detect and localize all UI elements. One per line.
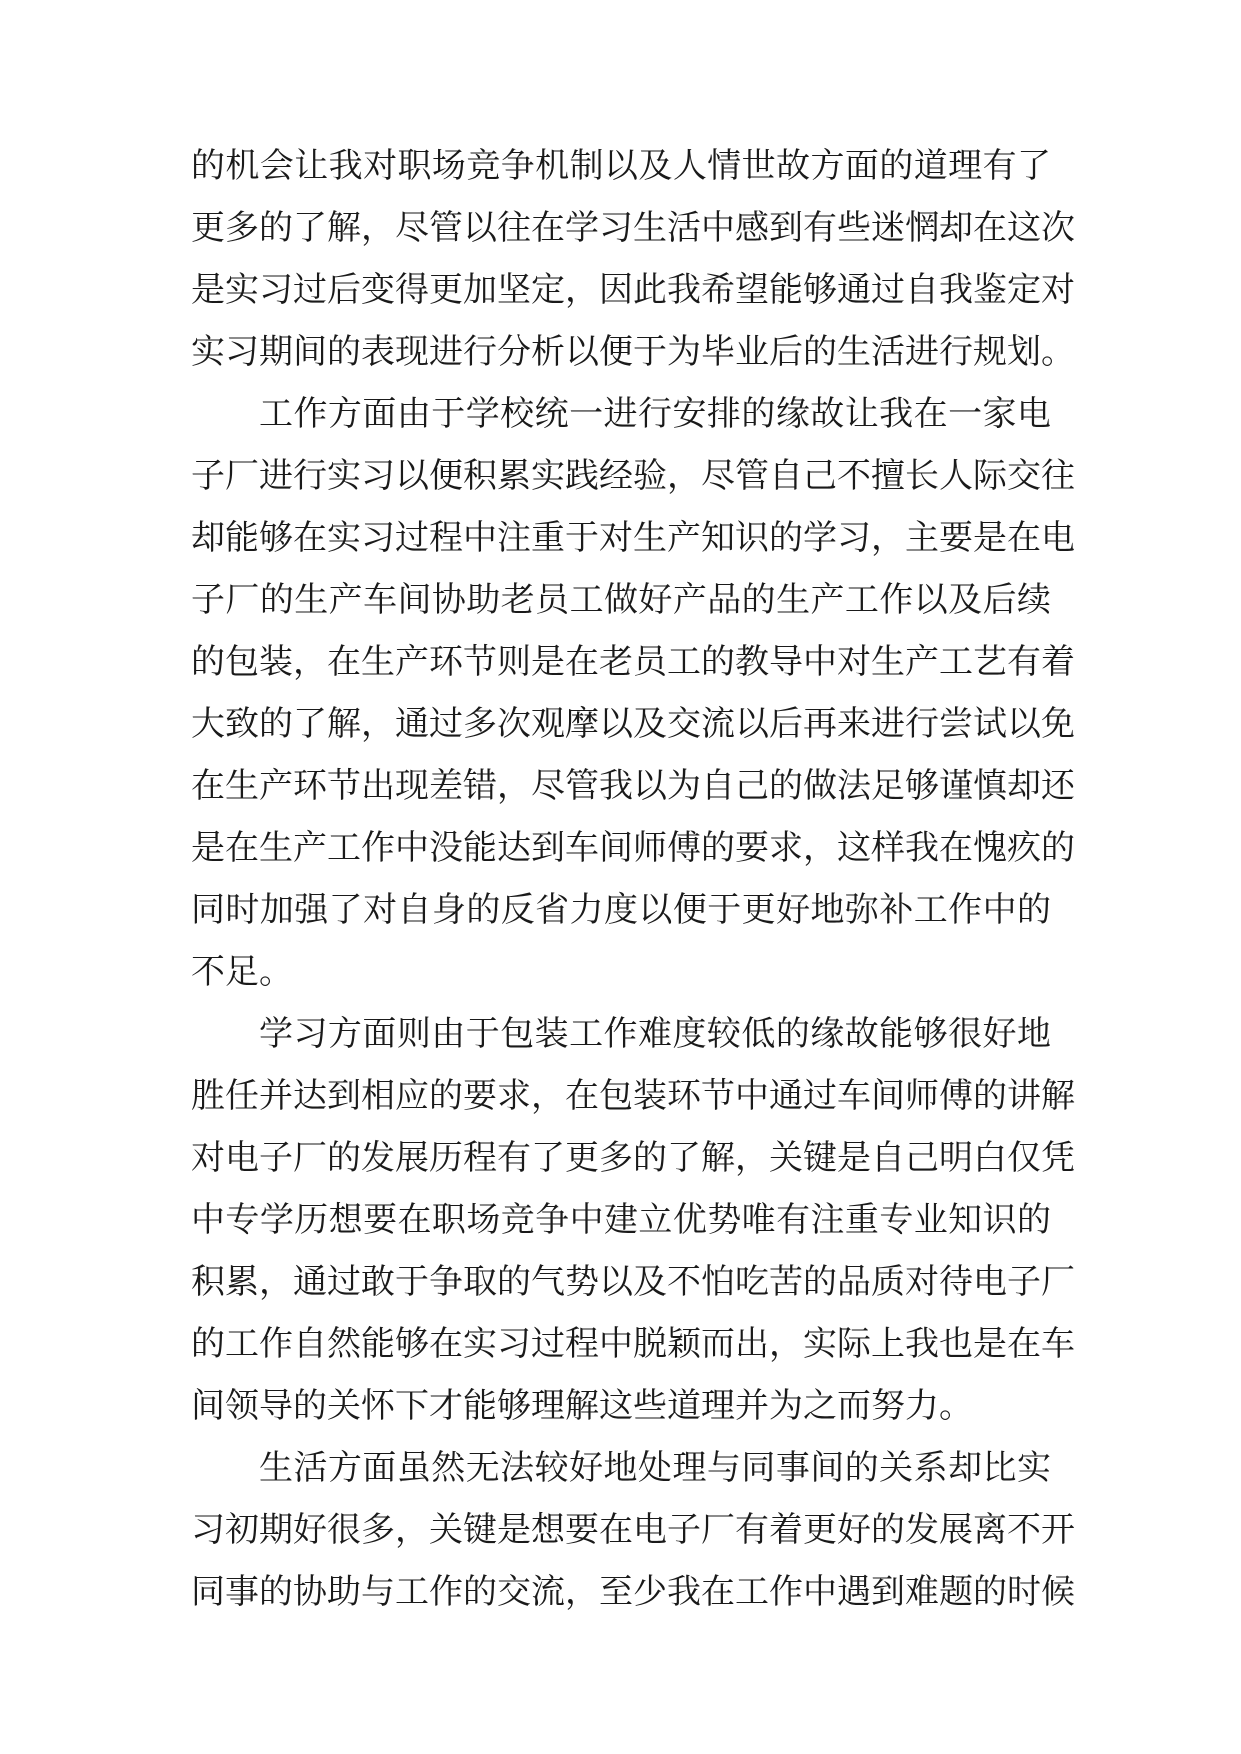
text-line: 不足。 <box>191 952 293 992</box>
text-line: 同事的协助与工作的交流，至少我在工作中遇到难题的时候 <box>191 1572 1075 1612</box>
paragraph <box>191 135 1075 383</box>
text-line: 更多的了解，尽管以往在学习生活中感到有些迷惘却在这次 <box>191 208 1075 248</box>
text-line: 实习期间的表现进行分析以便于为毕业后的生活进行规划。 <box>191 332 1075 372</box>
text-line: 对电子厂的发展历程有了更多的了解，关键是自己明白仅凭 <box>191 1138 1075 1178</box>
text-line: 是在生产工作中没能达到车间师傅的要求，这样我在愧疚的 <box>191 828 1075 868</box>
text-line: 子厂进行实习以便积累实践经验，尽管自己不擅长人际交往 <box>191 456 1075 496</box>
text-line: 工作方面由于学校统一进行安排的缘故让我在一家电 <box>259 394 1051 434</box>
paragraph <box>191 1437 1075 1623</box>
text-line: 胜任并达到相应的要求，在包装环节中通过车间师傅的讲解 <box>191 1076 1075 1116</box>
text-line: 却能够在实习过程中注重于对生产知识的学习，主要是在电 <box>191 518 1075 558</box>
text-line: 生活方面虽然无法较好地处理与同事间的关系却比实 <box>259 1448 1051 1488</box>
paragraph <box>191 383 1075 1003</box>
body-text <box>191 135 1075 1623</box>
paragraph <box>191 1003 1075 1437</box>
text-line: 习初期好很多，关键是想要在电子厂有着更好的发展离不开 <box>191 1510 1075 1550</box>
text-line: 的工作自然能够在实习过程中脱颖而出，实际上我也是在车 <box>191 1324 1075 1364</box>
text-line: 中专学历想要在职场竞争中建立优势唯有注重专业知识的 <box>191 1200 1051 1240</box>
text-line: 间领导的关怀下才能够理解这些道理并为之而努力。 <box>191 1386 973 1426</box>
text-line: 的机会让我对职场竞争机制以及人情世故方面的道理有了 <box>191 146 1051 186</box>
text-line: 是实习过后变得更加坚定，因此我希望能够通过自我鉴定对 <box>191 270 1075 310</box>
text-line: 子厂的生产车间协助老员工做好产品的生产工作以及后续 <box>191 580 1051 620</box>
text-line: 积累，通过敢于争取的气势以及不怕吃苦的品质对待电子厂 <box>191 1262 1075 1302</box>
text-line: 大致的了解，通过多次观摩以及交流以后再来进行尝试以免 <box>191 704 1075 744</box>
text-line: 同时加强了对自身的反省力度以便于更好地弥补工作中的 <box>191 890 1051 930</box>
text-line: 在生产环节出现差错，尽管我以为自己的做法足够谨慎却还 <box>191 766 1075 806</box>
text-line: 学习方面则由于包装工作难度较低的缘故能够很好地 <box>259 1014 1051 1054</box>
text-line: 的包装，在生产环节则是在老员工的教导中对生产工艺有着 <box>191 642 1075 682</box>
